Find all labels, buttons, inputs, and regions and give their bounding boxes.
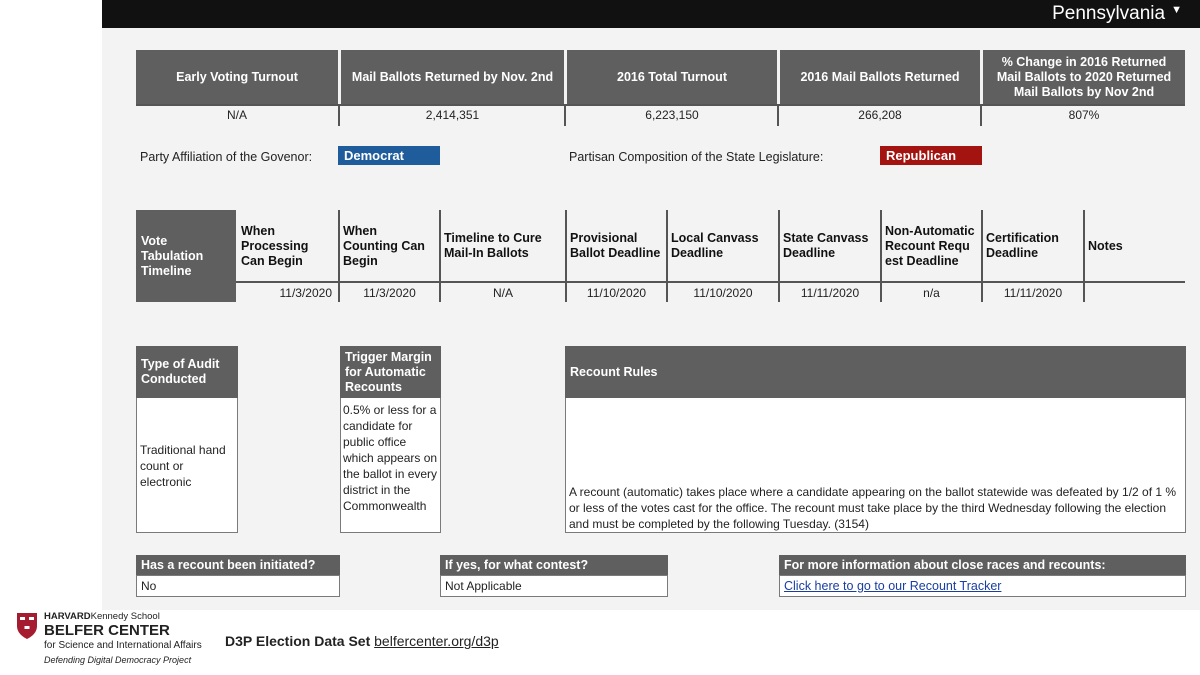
timeline-header-recount-request: Non-Automatic Recount Request Deadline [885, 223, 975, 268]
turnout-sep [338, 104, 340, 126]
timeline-value-state-canvass: 11/11/2020 [800, 285, 860, 300]
turnout-value-mail: 2,414,351 [425, 108, 480, 122]
timeline-header-counting: When Counting Can Begin [343, 223, 425, 268]
timeline-value-counting: 11/3/2020 [363, 285, 416, 300]
belfer-subtitle: for Science and International Affairs [44, 640, 202, 651]
trigger-margin-header: Trigger Margin for Automatic Recounts [340, 346, 441, 398]
turnout-value-2016-total: 6,223,150 [645, 108, 699, 122]
governor-party-badge: Democrat [338, 146, 440, 165]
timeline-header-provisional: Provisional Ballot Deadline [570, 231, 661, 260]
timeline-header-cure: Timeline to Cure Mail-In Ballots [444, 231, 542, 260]
turnout-sep [777, 104, 779, 126]
timeline-header-local-canvass: Local Canvass Deadline [671, 231, 759, 260]
legislature-party-badge: Republican [880, 146, 982, 165]
timeline-header-certification: Certification Deadline [986, 231, 1059, 260]
belfer-wordmark: BELFER CENTER [44, 622, 170, 639]
timeline-header-notes: Notes [1088, 238, 1123, 253]
timeline-value-cure: N/A [492, 285, 513, 300]
turnout-sep [980, 104, 982, 126]
timeline-value-recount-request: n/a [923, 285, 940, 300]
turnout-header-change: % Change in 2016 Returned Mail Ballots to 2020 Returned Mail Ballots by Nov 2nd [983, 50, 1185, 104]
recount-rules-value: A recount (automatic) takes place where a candidate appearing on the ballot statewide was defeated by 1/2 of 1 % or less of the votes cast for the office. The recount must take place by the third Wednesday following the election and must be completed by the following Tuesday. (3154) [569, 485, 1177, 531]
trigger-margin-value: 0.5% or less for a candidate for public office which appears on the ballot in every district in the Commonwealth [343, 403, 438, 513]
dataset-label: D3P Election Data Set [225, 633, 371, 649]
legislature-label: Partisan Composition of the State Legislature: [569, 150, 824, 164]
governor-label: Party Affiliation of the Govenor: [140, 150, 313, 164]
audit-type-header: Type of Audit Conducted [136, 346, 238, 398]
turnout-value-early: N/A [226, 108, 247, 122]
recount-initiated-header: Has a recount been initiated? [136, 555, 340, 575]
recount-initiated-value: No [136, 575, 340, 597]
turnout-header-2016-mail: 2016 Mail Ballots Returned [780, 50, 980, 104]
caret-down-icon: ▼ [1171, 4, 1182, 16]
timeline-value-provisional: 11/10/2020 [586, 285, 647, 300]
timeline-value-certification: 11/11/2020 [1003, 285, 1063, 300]
audit-type-value: Traditional hand count or electronic [140, 443, 226, 489]
top-bar [102, 0, 1200, 28]
more-info-header: For more information about close races and recounts: [779, 555, 1186, 575]
timeline-value-local-canvass: 11/10/2020 [693, 285, 753, 300]
turnout-header-early: Early Voting Turnout [136, 50, 338, 104]
timeline-value-notes [1085, 282, 1185, 303]
footer-dataset [225, 633, 499, 649]
turnout-value-2016-mail: 266,208 [858, 108, 902, 122]
d3p-link[interactable]: belfercenter.org/d3p [374, 633, 499, 649]
turnout-header-2016-total: 2016 Total Turnout [567, 50, 777, 104]
recount-tracker-link[interactable]: Click here to go to our Recount Tracker [784, 579, 1002, 593]
turnout-value-change: 807% [1068, 108, 1100, 122]
turnout-header-mail: Mail Ballots Returned by Nov. 2nd [341, 50, 564, 104]
hks-wordmark: HARVARDKennedy School [44, 611, 160, 622]
turnout-sep [564, 104, 566, 126]
state-selector[interactable] [1052, 3, 1182, 25]
timeline-header-processing: When Processing Can Begin [241, 223, 309, 268]
state-name: Pennsylvania [1052, 3, 1166, 24]
turnout-divider [136, 104, 1185, 106]
recount-contest-header: If yes, for what contest? [440, 555, 668, 575]
timeline-header-state-canvass: State Canvass Deadline [783, 231, 869, 260]
dashboard-panel [102, 28, 1200, 610]
timeline-title: Vote Tabulation Timeline [136, 210, 236, 302]
d3p-tagline: Defending Digital Democracy Project [44, 655, 192, 665]
recount-contest-value: Not Applicable [440, 575, 668, 597]
harvard-shield-icon [16, 612, 38, 640]
recount-rules-header: Recount Rules [565, 346, 1186, 398]
more-info-cell [779, 575, 1186, 597]
timeline-value-processing: 11/3/2020 [279, 285, 332, 300]
